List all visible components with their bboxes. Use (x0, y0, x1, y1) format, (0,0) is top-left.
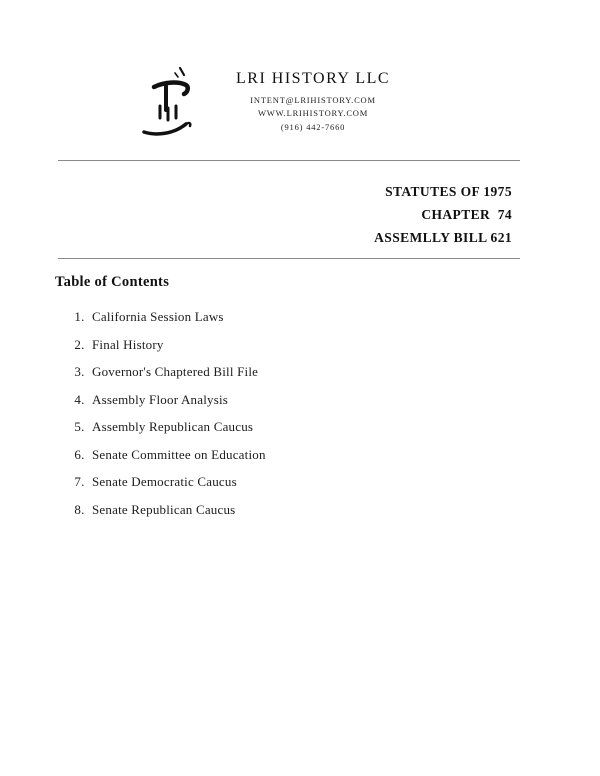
company-name: LRI HISTORY LLC (236, 70, 391, 88)
company-phone: (916) 442-7660 (280, 121, 346, 132)
toc-title: Table of Contents (55, 274, 170, 290)
statute-reference (374, 180, 512, 250)
toc-list (55, 309, 540, 518)
divider-top (58, 160, 520, 161)
divider-middle (58, 258, 520, 259)
table-of-contents (55, 274, 540, 529)
toc-item: 5. Assembly Republican Caucus (88, 419, 540, 435)
toc-item: 7. Senate Democratic Caucus (88, 474, 540, 490)
company-block (236, 70, 390, 134)
bill-line: ASSEMLLY BILL 621 (374, 230, 512, 246)
toc-item: 4. Assembly Floor Analysis (88, 392, 540, 408)
letterhead (140, 66, 390, 138)
toc-item: 3. Governor's Chaptered Bill File (88, 364, 540, 380)
company-logo-icon (140, 66, 202, 138)
chapter-line: CHAPTER 74 (421, 207, 512, 223)
statute-line: STATUTES OF 1975 (385, 184, 512, 199)
toc-item: 6. Senate Committee on Education (88, 447, 540, 463)
company-email: INTENT@LRIHISTORY.COM (250, 95, 376, 106)
company-website: WWW.LRIHISTORY.COM (257, 108, 369, 119)
toc-item: 8. Senate Republican Caucus (88, 502, 540, 518)
toc-item: 2. Final History (88, 337, 540, 353)
toc-item: 1. California Session Laws (88, 309, 540, 325)
